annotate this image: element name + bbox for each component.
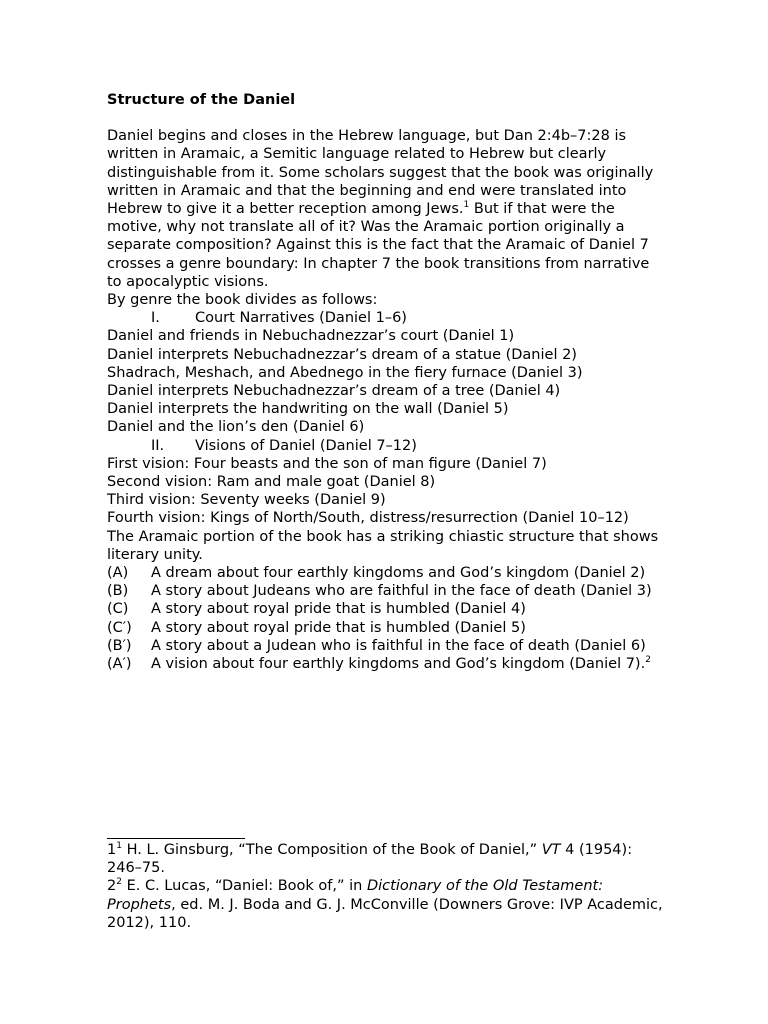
footnotes [107, 838, 667, 932]
chiasm-label: (C′) [107, 619, 132, 636]
section-numeral: I. [151, 310, 160, 327]
section-heading-text: Visions of Daniel (Daniel 7–12) [195, 437, 417, 454]
document-title: Structure of the Daniel [107, 92, 296, 108]
list-item: Fourth vision: Kings of North/South, distress/resurrection (Daniel 10–12) [107, 510, 629, 527]
footnote-text: , ed. M. J. Boda and G. J. McConville (Downers Grove: IVP Academic, 2012), 110. [107, 896, 663, 931]
footnote-mark: 1 [116, 841, 122, 852]
chiasm-intro: The Aramaic portion of the book has a striking chiastic structure that shows literary unity. [107, 528, 659, 563]
list-item: Daniel interprets Nebuchadnezzar’s dream of a tree (Daniel 4) [107, 383, 561, 400]
intro-paragraph [107, 127, 667, 291]
intro-text-1: Daniel begins and closes in the Hebrew language, but Dan 2:4b–7:28 is written in Aramaic, a Semitic language related to Hebrew but clearly distinguishable from it. Some scholars suggest that the book was originally written in Aramaic and that the beginning and end were translated into Hebrew to give it a better reception among Jews. [107, 128, 654, 218]
intro-text-2: But if that were the motive, why not translate all of it? Was the Aramaic portion originally a separate composition? Against this is the fact that the Aramaic of Daniel 7 crosses a genre boundary: In chapter 7 the book transitions from narrative to apocalyptic visions. [107, 201, 650, 290]
footnote-number: 2 [107, 878, 117, 895]
chiasm-item-c-prime [107, 619, 667, 637]
footnote-ref-1[interactable]: 1 [463, 200, 470, 211]
footnote-text: H. L. Ginsburg, “The Composition of the Book of Daniel,” [121, 842, 542, 858]
chiasm-item-c [107, 600, 667, 618]
chiasm-label: (B) [107, 583, 129, 600]
footnote-separator [107, 838, 245, 839]
section-heading-1 [107, 309, 667, 327]
chiasm-item-a-prime [107, 655, 667, 673]
footnote-1 [107, 841, 667, 877]
list-item: Daniel interprets the handwriting on the wall (Daniel 5) [107, 401, 509, 418]
chiasm-text: A vision about four earthly kingdoms and God’s kingdom (Daniel 7). [151, 656, 646, 673]
list-item: Third vision: Seventy weeks (Daniel 9) [107, 492, 386, 509]
chiasm-item-a [107, 564, 667, 582]
chiasm-text: A story about royal pride that is humbled (Daniel 4) [151, 601, 526, 618]
footnote-mark: 2 [116, 877, 122, 888]
footnote-2 [107, 877, 667, 932]
list-item: Daniel and the lion’s den (Daniel 6) [107, 419, 365, 436]
document-body [107, 91, 667, 673]
footnote-number: 1 [107, 842, 117, 858]
chiasm-text: A dream about four earthly kingdoms and God’s kingdom (Daniel 2) [151, 565, 646, 582]
chiasm-item-b [107, 582, 667, 600]
list-item: Daniel interprets Nebuchadnezzar’s dream of a statue (Daniel 2) [107, 346, 577, 363]
list-item: Daniel and friends in Nebuchadnezzar’s court (Daniel 1) [107, 328, 515, 345]
footnote-ref-2[interactable]: 2 [645, 655, 651, 666]
chiasm-label: (A) [107, 565, 129, 582]
chiasm-text: A story about Judeans who are faithful in the face of death (Daniel 3) [151, 583, 652, 600]
section-heading-text: Court Narratives (Daniel 1–6) [195, 310, 407, 327]
chiasm-label: (C) [107, 601, 129, 618]
chiasm-item-b-prime [107, 637, 667, 655]
chiasm-text: A story about royal pride that is humbled (Daniel 5) [151, 619, 526, 636]
section-heading-2 [107, 437, 667, 455]
chiasm-label: (B′) [107, 637, 132, 654]
section-numeral: II. [151, 437, 165, 454]
list-item: First vision: Four beasts and the son of man figure (Daniel 7) [107, 455, 547, 472]
genre-intro: By genre the book divides as follows: [107, 292, 378, 309]
footnote-text: E. C. Lucas, “Daniel: Book of,” in [121, 878, 367, 895]
list-item: Shadrach, Meshach, and Abednego in the fiery furnace (Daniel 3) [107, 364, 583, 381]
footnote-text: 4 (1954): 246–75. [107, 842, 633, 877]
chiasm-label: (A′) [107, 656, 132, 673]
chiasm-text: A story about a Judean who is faithful in the face of death (Daniel 6) [151, 637, 646, 654]
footnote-italic: Dictionary of the Old Testament: Prophets [107, 878, 604, 913]
footnote-italic: VT [541, 842, 561, 858]
list-item: Second vision: Ram and male goat (Daniel 8) [107, 474, 436, 491]
